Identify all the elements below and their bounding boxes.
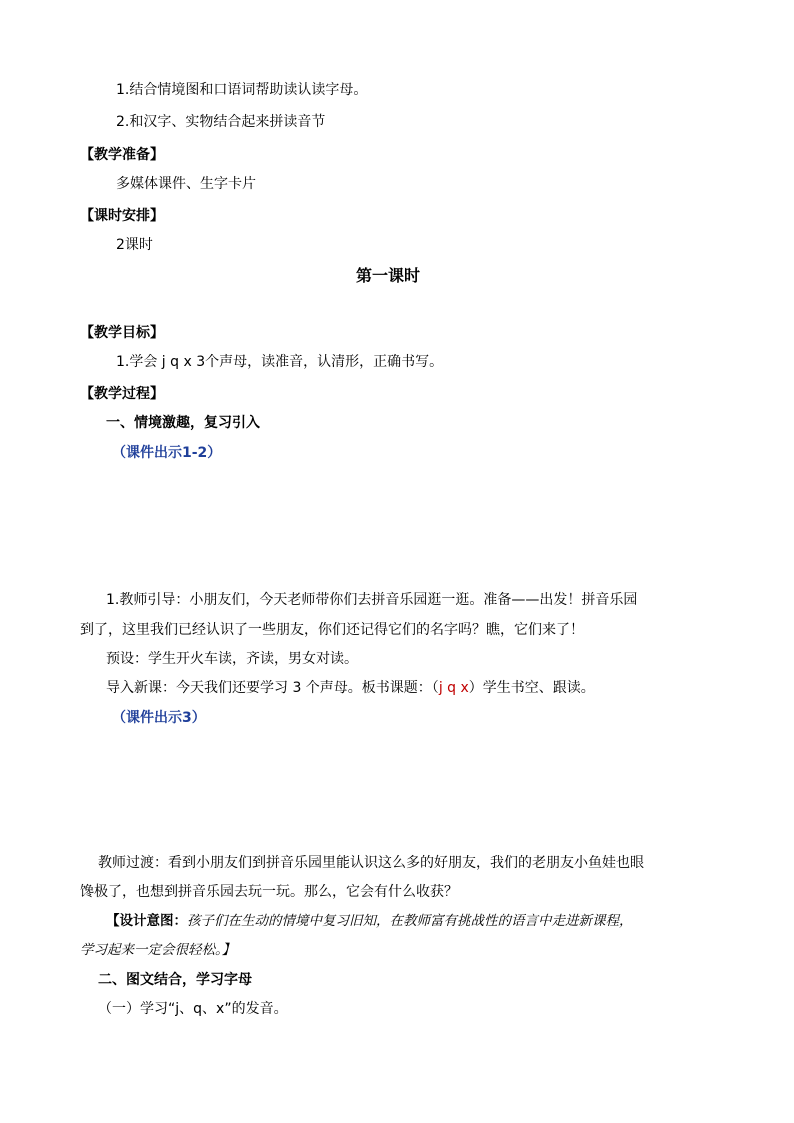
- slide-note-1: （课件出示1-2）: [112, 445, 222, 461]
- intro-new-lesson: [106, 678, 595, 698]
- design-intent-line-1: [106, 911, 633, 931]
- design-intent-label: 【设计意图：: [106, 913, 187, 929]
- goals-heading: 【教学目标】: [80, 325, 164, 341]
- schedule-text: 2课时: [116, 237, 153, 253]
- slide-note-2: （课件出示3）: [112, 710, 206, 726]
- goals-item-1: 1.学会 j q x 3个声母，读准音，认清形，正确书写。: [116, 354, 444, 370]
- schedule-heading: 【课时安排】: [80, 208, 164, 224]
- intro-item-2: 2.和汉字、实物结合起来拼读音节: [116, 114, 326, 130]
- sub-section-1-heading: （一）学习“j、q、x”的发音。: [98, 1001, 288, 1017]
- paragraph-teacher-guide-line-1: 1.教师引导：小朋友们，今天老师带你们去拼音乐园逛一逛。准备——出发！拼音乐园: [106, 592, 638, 608]
- lesson-topic-letters: j q x: [438, 680, 469, 696]
- transition-line-2: 馋极了，也想到拼音乐园去玩一玩。那么，它会有什么收获？: [80, 884, 458, 900]
- paragraph-teacher-guide-line-2: 到了，这里我们已经认识了一些朋友，你们还记得它们的名字吗？瞧，它们来了！: [80, 622, 584, 638]
- intro-new-lesson-part-a: 导入新课：今天我们还要学习 3 个声母。板书课题：（: [106, 680, 439, 696]
- prep-heading: 【教学准备】: [80, 147, 164, 163]
- lesson-title: 第一课时: [356, 266, 421, 285]
- design-intent-text-1: 孩子们在生动的情境中复习旧知，在教师富有挑战性的语言中走进新课程，: [187, 913, 633, 929]
- preset-text: 预设：学生开火车读，齐读，男女对读。: [106, 651, 358, 667]
- section-1-heading: 一、情境激趣，复习引入: [106, 415, 260, 431]
- transition-line-1: 教师过渡：看到小朋友们到拼音乐园里能认识这么多的好朋友，我们的老朋友小鱼娃也眼: [98, 855, 644, 871]
- intro-new-lesson-part-b: ）学生书空、跟读。: [468, 680, 595, 696]
- design-intent-line-2: 学习起来一定会很轻松。】: [80, 942, 236, 958]
- intro-item-1: 1.结合情境图和口语词帮助读认读字母。: [116, 82, 368, 98]
- prep-text: 多媒体课件、生字卡片: [116, 176, 256, 192]
- process-heading: 【教学过程】: [80, 386, 164, 402]
- section-2-heading: 二、图文结合，学习字母: [98, 972, 252, 988]
